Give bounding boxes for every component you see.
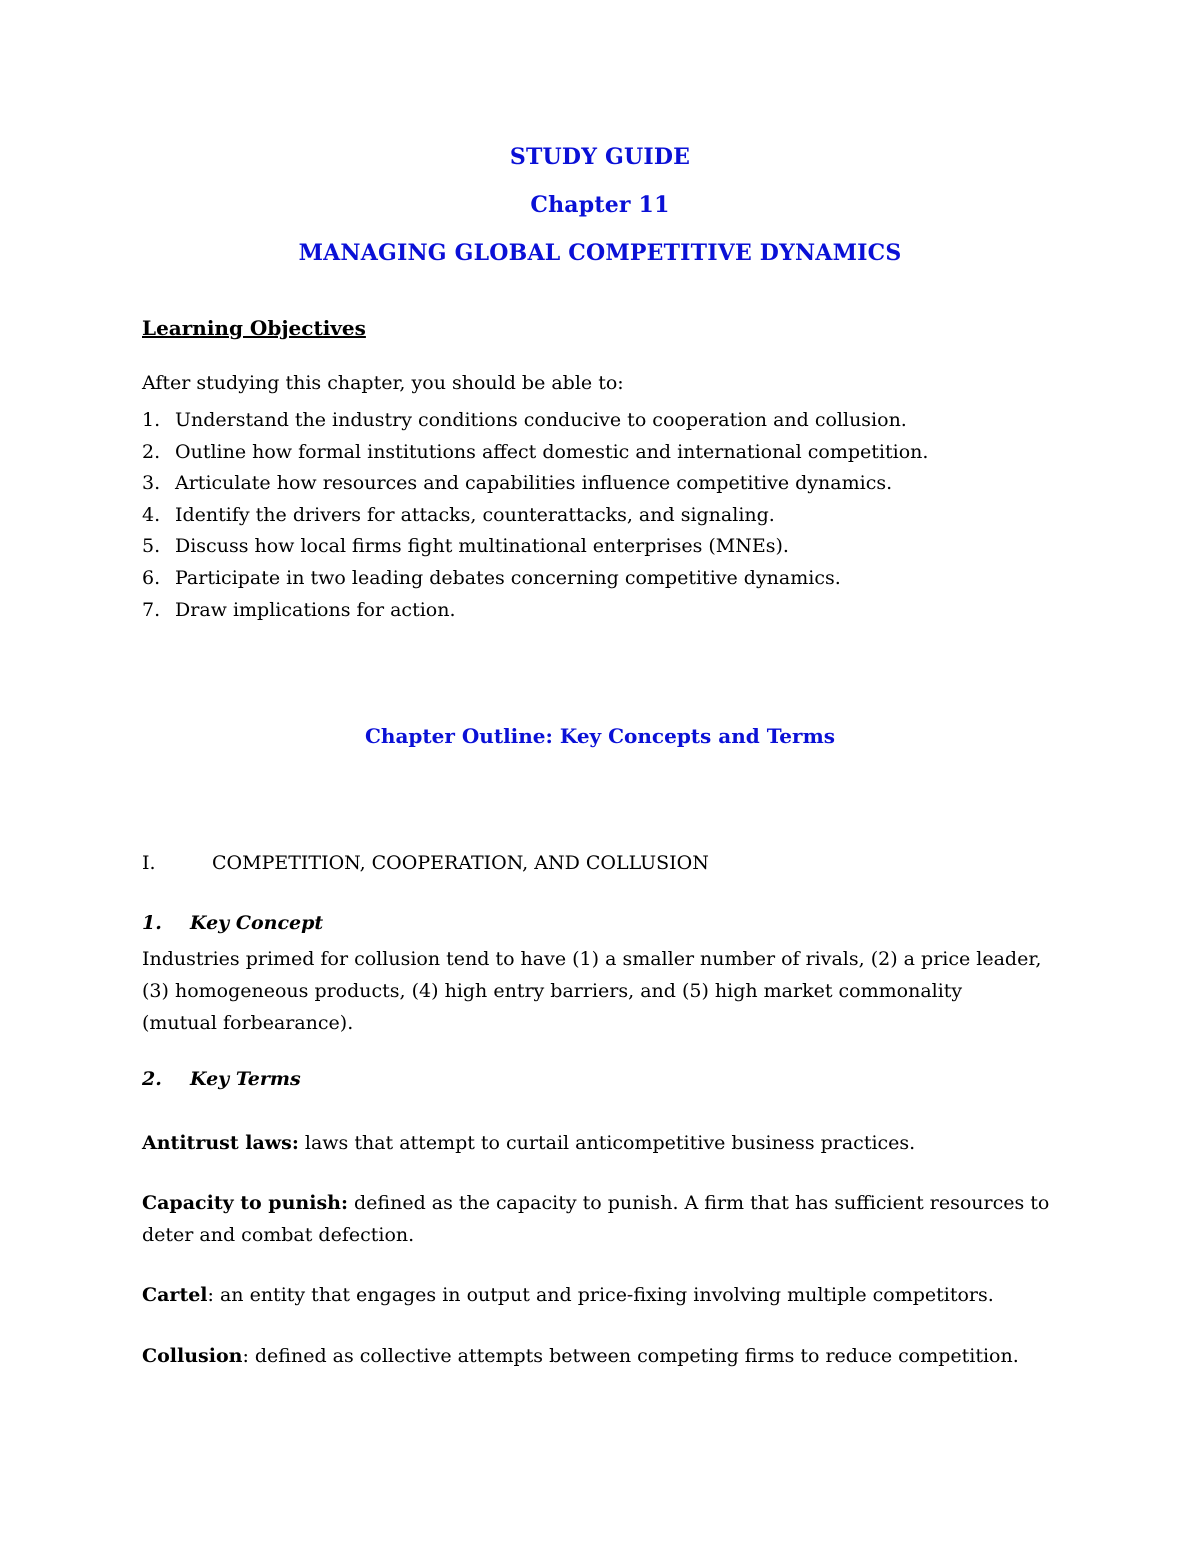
list-item-text: Articulate how resources and capabilities influence competitive dynamics. <box>175 472 893 495</box>
term-definition <box>142 1279 1062 1311</box>
chapter-title: MANAGING GLOBAL COMPETITIVE DYNAMICS <box>298 240 902 266</box>
list-item <box>142 500 928 532</box>
list-item-text: Identify the drivers for attacks, counterattacks, and signaling. <box>175 503 775 526</box>
list-item-text: Discuss how local firms fight multinational enterprises (MNEs). <box>175 535 789 558</box>
key-terms-heading <box>142 1068 301 1090</box>
term-text: : defined as collective attempts between competing firms to reduce competition. <box>242 1345 1019 1367</box>
list-item <box>142 531 928 563</box>
term-text: : an entity that engages in output and price-fixing involving multiple competitors. <box>207 1284 994 1306</box>
list-item <box>142 595 928 627</box>
key-concept-paragraph: Industries primed for collusion tend to have (1) a smaller number of rivals, (2) a price leader, (3) homogeneous products, (4) high entry barriers, and (5) high market commonality (mutual forbearance). <box>142 948 1042 1034</box>
subsection-number: 1. <box>142 912 162 934</box>
list-item-number: 7. <box>142 598 161 621</box>
list-item-number: 2. <box>142 440 161 463</box>
objectives-intro: After studying this chapter, you should be able to: <box>142 372 624 394</box>
list-item-number: 3. <box>142 472 161 495</box>
list-item-number: 4. <box>142 503 161 526</box>
list-item-text: Understand the industry conditions conducive to cooperation and collusion. <box>175 409 907 431</box>
document-title: STUDY GUIDE <box>509 144 691 170</box>
term-name: Capacity to punish: <box>142 1192 348 1214</box>
objectives-list <box>142 405 928 626</box>
term-definition <box>142 1340 1062 1372</box>
list-item-text: Participate in two leading debates concerning competitive dynamics. <box>175 566 841 589</box>
list-item-number: 6. <box>142 566 161 589</box>
list-item-text: Outline how formal institutions affect domestic and international competition. <box>175 440 929 463</box>
term-text: defined as the capacity to punish. A firm that has sufficient resources to deter and combat defection. <box>142 1192 1050 1246</box>
term-definition <box>142 1187 1057 1251</box>
list-item <box>142 468 928 500</box>
term-name: Collusion <box>142 1345 243 1367</box>
term-definition <box>142 1127 1062 1159</box>
section-title: COMPETITION, COOPERATION, AND COLLUSION <box>212 852 709 874</box>
list-item <box>142 405 928 437</box>
list-item-number: 5. <box>142 535 161 558</box>
term-text: laws that attempt to curtail anticompetitive business practices. <box>298 1132 916 1154</box>
list-item-text: Draw implications for action. <box>175 598 456 621</box>
list-item <box>142 437 928 469</box>
learning-objectives-heading: Learning Objectives <box>142 316 366 340</box>
section-heading <box>142 852 709 874</box>
subsection-number: 2. <box>142 1068 162 1090</box>
list-item-number: 1. <box>142 409 161 431</box>
term-name: Antitrust laws: <box>142 1132 299 1154</box>
subsection-label: Key Terms <box>190 1068 301 1090</box>
key-concept-heading <box>142 912 323 934</box>
term-name: Cartel <box>142 1284 208 1306</box>
list-item <box>142 563 928 595</box>
subsection-label: Key Concept <box>190 912 324 934</box>
chapter-outline-heading: Chapter Outline: Key Concepts and Terms <box>365 724 835 748</box>
chapter-number: Chapter 11 <box>530 192 670 218</box>
section-number: I. <box>142 852 156 874</box>
